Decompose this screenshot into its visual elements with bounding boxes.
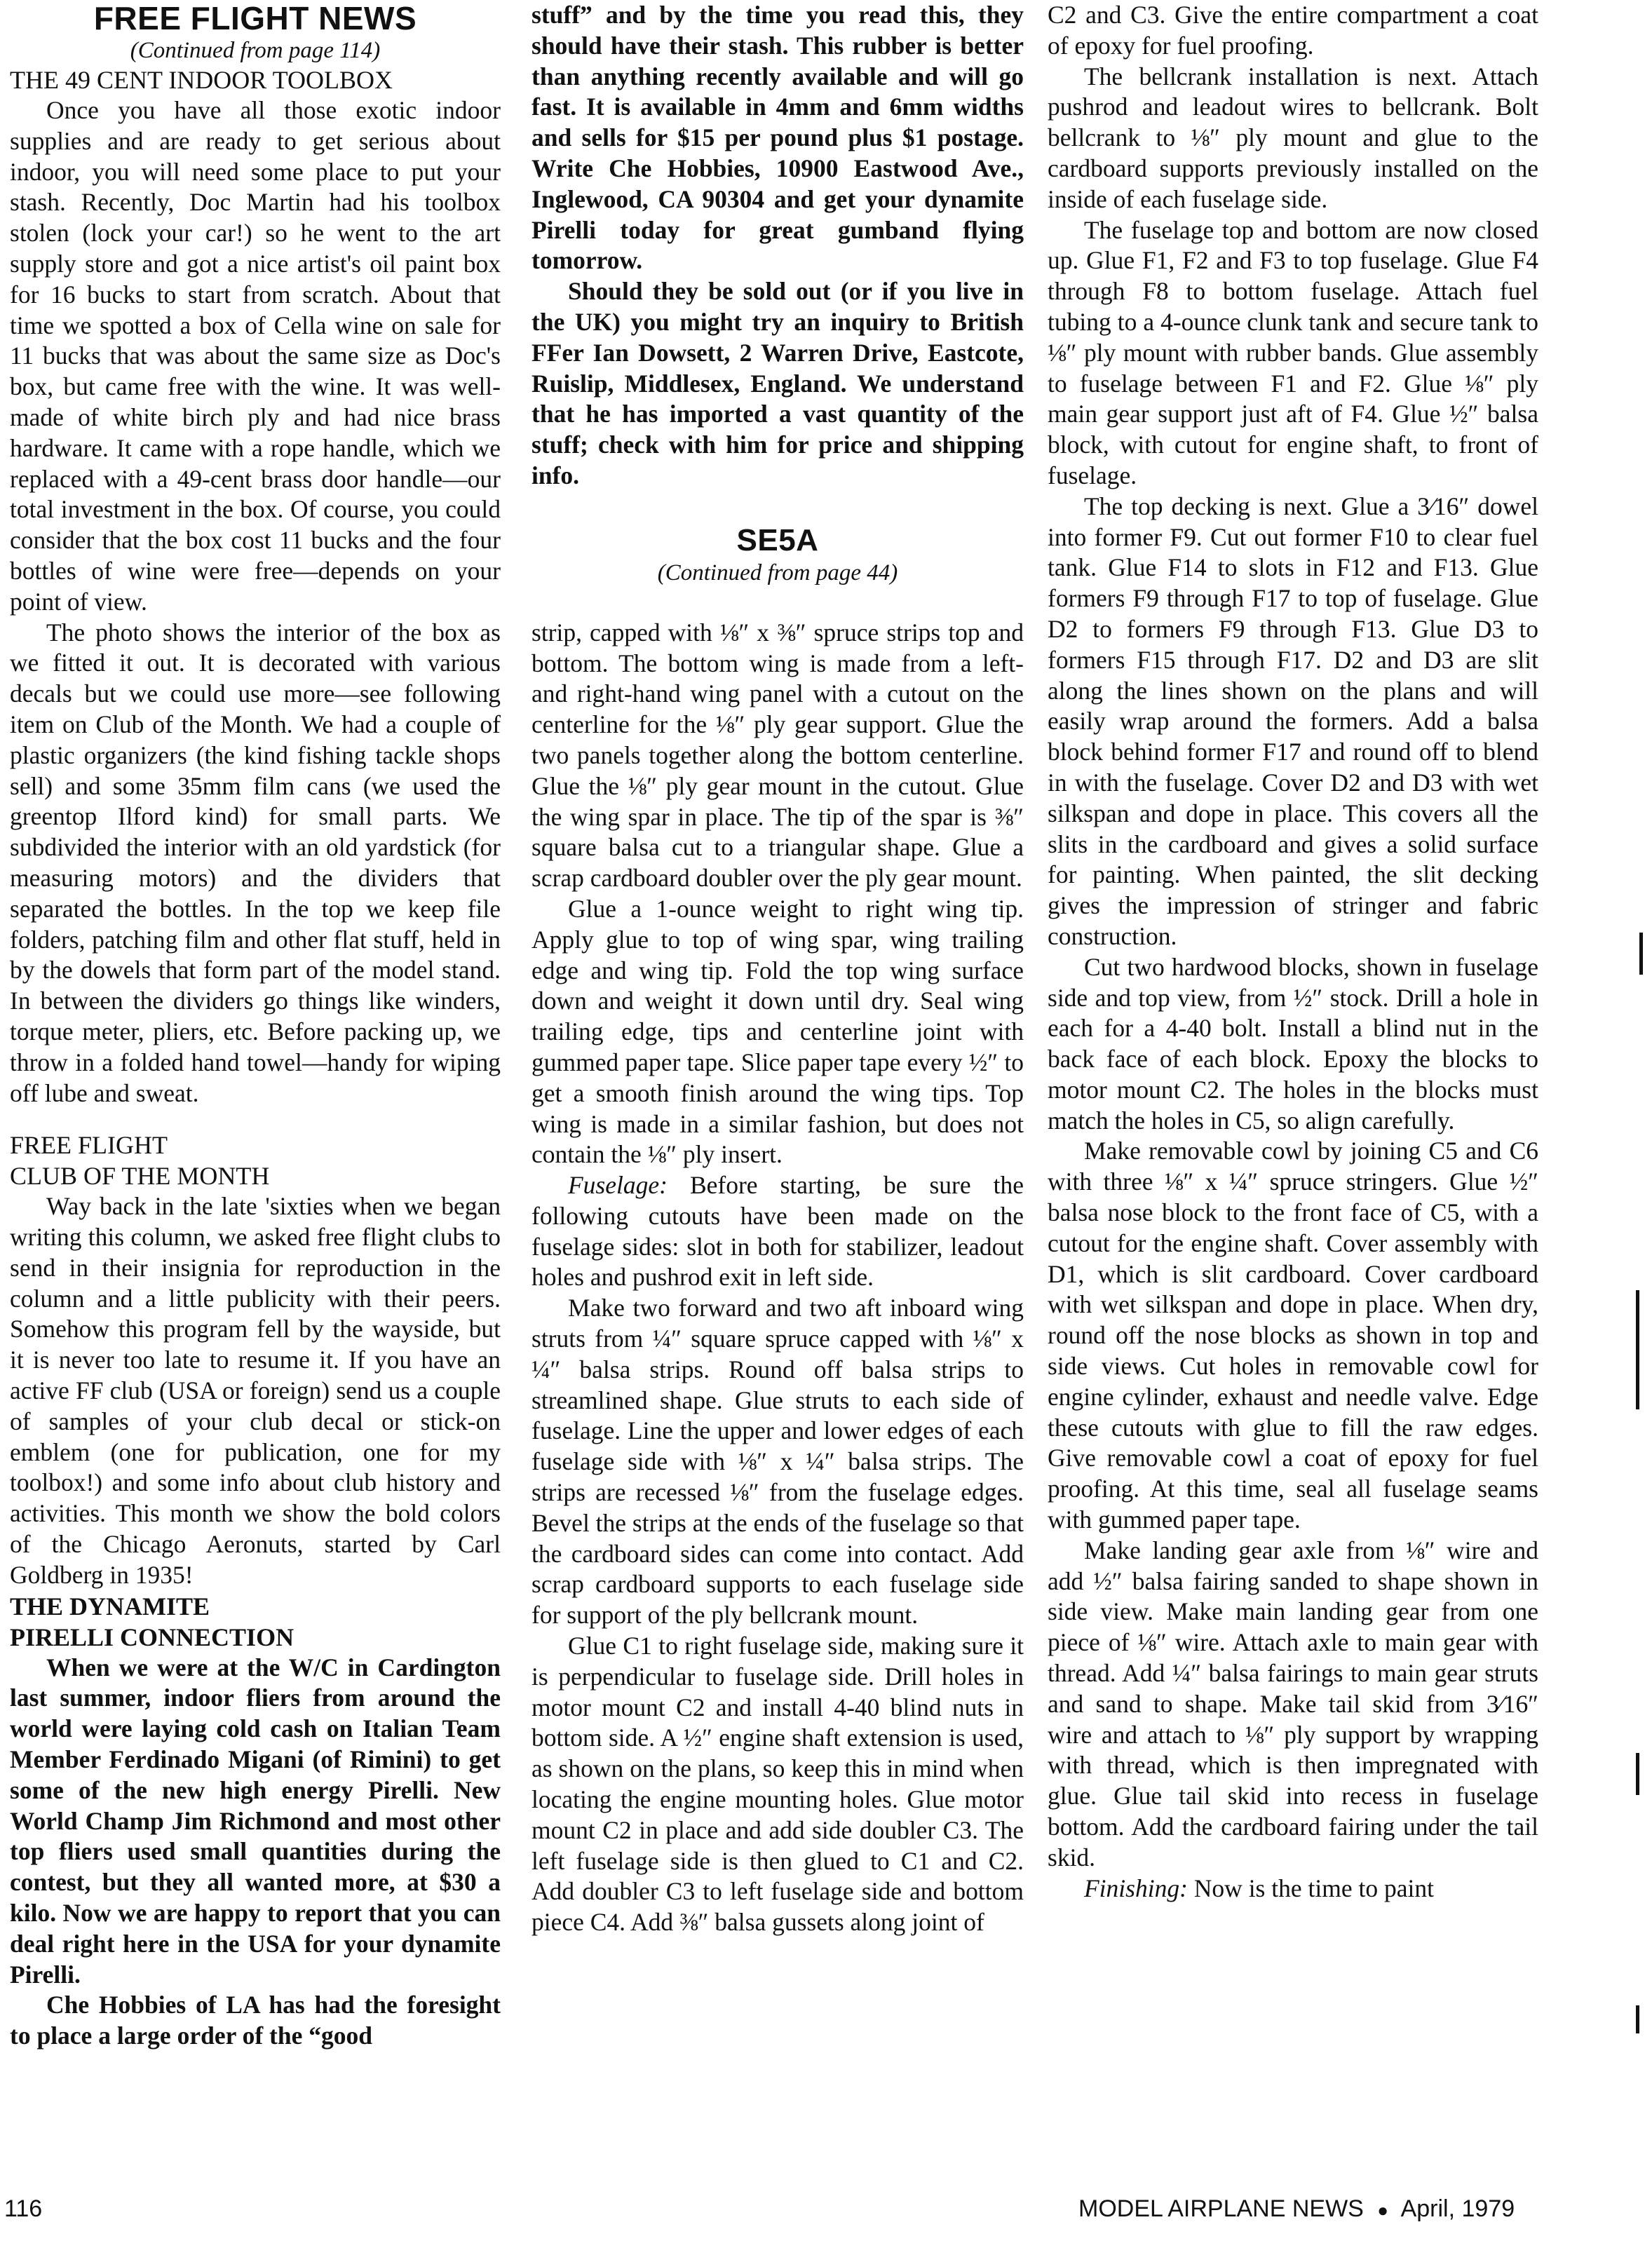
heading-pirelli-line-2: PIRELLI CONNECTION <box>10 1623 294 1651</box>
paragraph-se5a-3-text: Before starting, be sure the following cutouts have been made on the fuselage sides: slot in both for stabilizer, leadout holes and pushrod exit in left side. <box>532 1171 1024 1292</box>
paragraph-col3-3: The fuselage top and bottom are now closed up. Glue F1, F2 and F3 to top fuselage. Glue F4 through F8 to bottom fuselage. Attach fuel tubing to a 4-ounce clunk tank and secure tank to ⅛″ ply mount with rubber bands. Glue assembly to fuselage between F1 and F2. Glue ⅛″ ply main gear support just aft of F4. Glue ½″ balsa block, with cutout for engine shaft, to front of fuselage. <box>1048 215 1538 489</box>
paragraph-se5a-5: Glue C1 to right fuselage side, making sure it is perpendicular to fuselage side. Drill holes in motor mount C2 and install 4-40 blind nuts in bottom side. A ½″ engine shaft extension is used, as shown on the plans, so keep this in mind when locating the engine mounting holes. Glue motor mount C2 in place and add side doubler C3. The left fuselage side is then glued to C1 and C2. Add doubler C3 to left fuselage side and bottom piece C4. Add ⅜″ balsa gussets along joint of <box>532 1632 1024 1937</box>
column-3 <box>1048 0 1538 2171</box>
finishing-label: Finishing: <box>1084 1874 1188 1902</box>
paragraph-col3-1: C2 and C3. Give the entire compartment a coat of epoxy for fuel proofing. <box>1048 1 1538 60</box>
margin-mark-3 <box>1636 1753 1639 1795</box>
paragraph-se5a-1: strip, capped with ⅛″ x ⅜″ spruce strips top and bottom. The bottom wing is made from a left- and right-hand wing panel with a cutout on the centerline for the ⅛″ ply gear support. Glue the two panels together along the bottom centerline. Glue the ⅛″ ply gear mount in the cutout. Glue the wing spar in place. The tip of the spar is ⅜″ square balsa cut to a triangular shape. Glue a scrap cardboard doubler over the ply gear mount. <box>532 618 1024 893</box>
paragraph-toolbox-2: The photo shows the interior of the box as we fitted it out. It is decorated with various decals but we could use more—see following item on Club of the Month. We had a couple of plastic organizers (the kind fishing tackle shops sell) and some 35mm film cans (we used the greentop Ilford kind) for small parts. We subdivided the interior with an old yardstick (for measuring motors) and the dividers that separated the bottles. In the top we keep file folders, patching film and other flat stuff, held in by the dowels that form part of the model stand. In between the dividers go things like winders, torque meter, pliers, etc. Before packing up, we throw in a folded hand towel—handy for wiping off lube and sweat. <box>10 618 501 1107</box>
fuselage-label: Fuselage: <box>568 1171 668 1200</box>
heading-pirelli-line-1: THE DYNAMITE <box>10 1592 210 1620</box>
heading-toolbox: THE 49 CENT INDOOR TOOLBOX <box>10 66 393 94</box>
paragraph-pirelli-2-cont: stuff” and by the time you read this, they should have their stash. This rubber is better than anything recently available and will go fast. It is available in 4mm and 6mm widths and sells for $15 per pound plus $1 postage. Write Che Hobbies, 10900 Eastwood Ave., Inglewood, CA 90304 and get your dynamite Pirelli today for great gumband flying tomorrow. <box>532 1 1024 275</box>
margin-mark-1 <box>1639 933 1643 975</box>
paragraph-pirelli-2: Che Hobbies of LA has had the foresight to place a large order of the “good <box>10 1991 501 2050</box>
margin-mark-2 <box>1636 1290 1639 1409</box>
paragraph-col3-6: Make removable cowl by joining C5 and C6 with three ⅛″ x ¼″ spruce stringers. Glue ½″ balsa nose block to the front face of C5, with a cutout for the engine shaft. Cover assembly with D1, which is slit cardboard. Cover cardboard with wet silkspan and dope in place. When dry, round off the nose blocks as shown in top and side views. Cut holes in removable cowl for engine cylinder, exhaust and needle valve. Edge these cutouts with glue to fill the raw edges. Give removable cowl a coat of epoxy for fuel proofing. At this time, seal all fuselage seams with gummed paper tape. <box>1048 1137 1538 1534</box>
footer-publication <box>1078 2195 1515 2224</box>
section-header-se5a: SE5A <box>736 522 819 557</box>
paragraph-col3-5: Cut two hardwood blocks, shown in fuselage side and top view, from ½″ stock. Drill a hole in each for a 4-40 bolt. Install a blind nut in the back face of each block. Epoxy the blocks to motor mount C2. The holes in the blocks must match the holes in C5, so align carefully. <box>1048 952 1538 1135</box>
paragraph-se5a-2: Glue a 1-ounce weight to right wing tip. Apply glue to top of wing spar, wing trailing edge and wing tip. Fold the top wing surface down and weight it down until dry. Seal wing trailing edge, tips and centerline joint with gummed paper tape. Slice paper tape every ½″ to get a smooth finish around the wing tips. Top wing is made in a similar fashion, but does not contain the ⅛″ ply insert. <box>532 894 1024 1169</box>
paragraph-col3-4: The top decking is next. Glue a 3⁄16″ dowel into former F9. Cut out former F10 to clear fuel tank. Glue F14 to slots in F12 and F13. Glue formers F9 through F17 to top of fuselage. Glue D2 to formers F9 through F13. Glue D3 to formers F15 through F17. D2 and D3 are slit along the lines shown on the plans and will easily wrap around the formers. Add a balsa block behind former F17 and round off to blend in with the fuselage. Cover D2 and D3 with wet silkspan and dope in place. This covers all the slits in the cardboard and gives a solid surface for painting. When painted, the slit decking gives the impression of stringer and fabric construction. <box>1048 492 1538 950</box>
column-2 <box>532 0 1024 2171</box>
paragraph-pirelli-3: Should they be sold out (or if you live in the UK) you might try an inquiry to British FFer Ian Dowsett, 2 Warren Drive, Eastcote, Ruislip, Middlesex, England. We understand that he has imported a vast quantity of the stuff; check with him for price and shipping info. <box>532 277 1024 489</box>
paragraph-col3-2: The bellcrank installation is next. Attach pushrod and leadout wires to bellcrank. Bolt bellcrank to ⅛″ ply mount and glue to the cardboard supports previously installed on the inside of each fuselage side. <box>1048 62 1538 213</box>
paragraph-club-1: Way back in the late 'sixties when we began writing this column, we asked free flight clubs to send in their insignia for reproduction in the column and a little publicity with their peers. Somehow this program fell by the wayside, but it is never too late to resume it. If you have an active FF club (USA or foreign) send us a couple of samples of your club decal or stick-on emblem (one for publication, one for my toolbox!) and some info about club history and activities. This month we show the bold colors of the Chicago Aeronuts, started by Carl Goldberg in 1935! <box>10 1192 501 1589</box>
magazine-name: MODEL AIRPLANE NEWS <box>1078 2195 1364 2222</box>
paragraph-se5a-3 <box>532 1170 1024 1293</box>
se5a-continued-note: (Continued from page 44) <box>657 560 898 585</box>
paragraph-pirelli-1: When we were at the W/C in Cardington last summer, indoor fliers from around the world were laying cold cash on Italian Team Member Ferdinado Migani (of Rimini) to get some of the new high energy Pirelli. New World Champ Jim Richmond and most other top fliers used small quantities during the contest, but they all wanted more, at $30 a kilo. Now we are happy to report that you can deal right here in the USA for your dynamite Pirelli. <box>10 1653 501 1989</box>
paragraph-se5a-4: Make two forward and two aft inboard wing struts from ¼″ square spruce capped with ⅛″ x ¼″ balsa strips. Round off balsa strips to streamlined shape. Glue struts to each side of fuselage. Line the upper and lower edges of each fuselage side with ⅛″ x ¼″ balsa strips. The strips are recessed ⅛″ from the fuselage edges. Bevel the strips at the ends of the fuselage so that the cardboard sides can come into contact. Add scrap cardboard supports to each fuselage side for support of the ply bellcrank mount. <box>532 1294 1024 1630</box>
paragraph-col3-8 <box>1048 1874 1538 1904</box>
section-header-free-flight-news: FREE FLIGHT NEWS <box>93 0 417 36</box>
paragraph-toolbox-1: Once you have all those exotic indoor supplies and are ready to get serious about indoor, you will need some place to put your stash. Recently, Doc Martin had his toolbox stolen (lock your car!) so he went to the art supply store and got a nice artist's oil paint box for 16 bucks to start from scratch. About that time we spotted a box of Cella wine on sale for 11 bucks that was about the same size as Doc's box, but came free with the wine. It was well-made of white birch ply and had nice brass hardware. It came with a rope handle, which we replaced with a 49-cent brass door handle—our total investment in the box. Of course, you could consider that the box cost 11 bucks and the four bottles of wine were free—depends on your point of view. <box>10 96 501 616</box>
issue-date: April, 1979 <box>1400 2195 1515 2222</box>
heading-club-line-1: FREE FLIGHT <box>10 1131 168 1160</box>
continued-note: (Continued from page 114) <box>130 38 381 63</box>
paragraph-col3-7: Make landing gear axle from ⅛″ wire and add ½″ balsa fairing sanded to shape shown in side view. Make main landing gear from one piece of ⅛″ wire. Attach axle to main gear with thread. Add ¼″ balsa fairings to main gear struts and sand to shape. Make tail skid from 3⁄16″ wire and attach to ⅛″ ply support by wrapping with thread, which is then impregnated with glue. Glue tail skid into recess in fuselage bottom. Add the cardboard fairing under the tail skid. <box>1048 1536 1538 1871</box>
margin-mark-4 <box>1636 2005 1639 2033</box>
heading-club-line-2: CLUB OF THE MONTH <box>10 1162 270 1191</box>
column-1 <box>10 0 501 2171</box>
paragraph-col3-8-text: Now is the time to paint <box>1193 1874 1434 1902</box>
footer-bullet: ● <box>1377 2200 1389 2221</box>
page-number: 116 <box>4 2195 43 2222</box>
